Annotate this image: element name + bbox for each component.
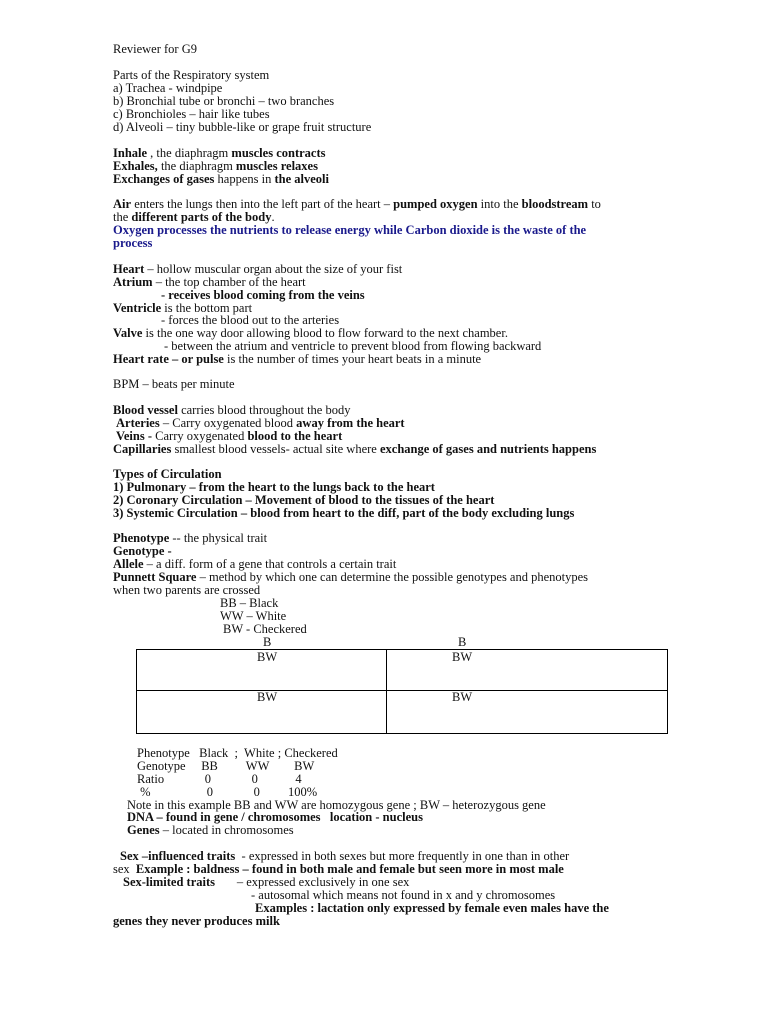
- punnett-cell: BW: [452, 650, 473, 664]
- respiratory-item: d) Alveoli – tiny bubble-like or grape fruit structure: [113, 120, 372, 134]
- punnett-cell: BW: [257, 690, 278, 704]
- ratio-row: Ratio 0 0 4: [137, 772, 302, 786]
- genes-note: Genes – located in chromosomes: [127, 823, 294, 837]
- respiratory-item: b) Bronchial tube or bronchi – two branches: [113, 94, 335, 108]
- exhale-line: Exhales, the diaphragm muscles relaxes: [113, 159, 318, 173]
- homozygous-note: Note in this example BB and WW are homozygous gene ; BW – heterozygous gene: [127, 798, 546, 812]
- ratio-row: Phenotype Black ; White ; Checkered: [137, 746, 338, 760]
- allele-def: Allele – a diff. form of a gene that controls a certain trait: [113, 557, 397, 571]
- punnett-cell: BW: [257, 650, 278, 664]
- key-item: WW – White: [220, 609, 287, 623]
- valve-sub: - between the atrium and ventricle to prevent blood from flowing backward: [164, 339, 542, 353]
- atrium-sub: - receives blood coming from the veins: [161, 288, 365, 302]
- exchange-line: Exchanges of gases happens in the alveoli: [113, 172, 329, 186]
- examples-line-2: genes they never produces milk: [113, 914, 280, 928]
- circulation-item: 1) Pulmonary – from the heart to the lungs back to the heart: [113, 480, 435, 494]
- bpm-def: BPM – beats per minute: [113, 377, 235, 391]
- valve-def: Valve is the one way door allowing blood to flow forward to the next chamber.: [113, 326, 508, 340]
- punnett-def: Punnett Square – method by which one can determine the possible genotypes and phenotypes: [113, 570, 589, 584]
- heart-def: Heart – hollow muscular organ about the size of your fist: [113, 262, 403, 276]
- ventricle-def: Ventricle is the bottom part: [113, 301, 253, 315]
- punnett-header: B: [263, 635, 272, 649]
- key-item: BB – Black: [220, 596, 279, 610]
- air-line: Air enters the lungs then into the left part of the heart – pumped oxygen into the bloodstream to: [113, 197, 601, 211]
- atrium-def: Atrium – the top chamber of the heart: [113, 275, 306, 289]
- air-line-2: the different parts of the body.: [113, 210, 275, 224]
- sex-limited-sub: - autosomal which means not found in x and y chromosomes: [251, 888, 556, 902]
- circulation-heading: Types of Circulation: [113, 467, 222, 481]
- veins-def: Veins - Carry oxygenated blood to the heart: [116, 429, 343, 443]
- genotype-def: Genotype -: [113, 544, 172, 558]
- arteries-def: Arteries – Carry oxygenated blood away from the heart: [116, 416, 405, 430]
- phenotype-def: Phenotype -- the physical trait: [113, 531, 268, 545]
- sex-influenced-example: sex Example : baldness – found in both male and female but seen more in most male: [113, 862, 564, 876]
- circulation-item: 3) Systemic Circulation – blood from heart to the diff, part of the body excluding lungs: [113, 506, 575, 520]
- circulation-item: 2) Coronary Circulation – Movement of blood to the tissues of the heart: [113, 493, 495, 507]
- punnett-cell: BW: [452, 690, 473, 704]
- blood-vessel-def: Blood vessel carries blood throughout the body: [113, 403, 351, 417]
- sex-influenced-line: Sex –influenced traits - expressed in both sexes but more frequently in one than in other: [120, 849, 570, 863]
- examples-line: Examples : lactation only expressed by female even males have the: [255, 901, 609, 915]
- punnett-divider: [386, 650, 387, 733]
- ratio-row: Genotype BB WW BW: [137, 759, 315, 773]
- punnett-square: [136, 649, 668, 734]
- oxygen-note-2: process: [113, 236, 153, 250]
- respiratory-heading: Parts of the Respiratory system: [113, 68, 270, 82]
- ventricle-sub: - forces the blood out to the arteries: [161, 313, 340, 327]
- punnett-divider: [137, 690, 667, 691]
- sex-limited-line: Sex-limited traits – expressed exclusively in one sex: [123, 875, 410, 889]
- punnett-def-2: when two parents are crossed: [113, 583, 261, 597]
- capillaries-def: Capillaries smallest blood vessels- actual site where exchange of gases and nutrients happens: [113, 442, 597, 456]
- key-item: BW - Checkered: [223, 622, 307, 636]
- heart-rate-def: Heart rate – or pulse is the number of times your heart beats in a minute: [113, 352, 482, 366]
- title: Reviewer for G9: [113, 42, 197, 56]
- respiratory-item: c) Bronchioles – hair like tubes: [113, 107, 270, 121]
- respiratory-item: a) Trachea - windpipe: [113, 81, 223, 95]
- inhale-line: Inhale , the diaphragm muscles contracts: [113, 146, 326, 160]
- dna-note: DNA – found in gene / chromosomes location - nucleus: [127, 810, 423, 824]
- oxygen-note: Oxygen processes the nutrients to release energy while Carbon dioxide is the waste of the: [113, 223, 587, 237]
- ratio-row: % 0 0 100%: [137, 785, 318, 799]
- punnett-header: B: [458, 635, 467, 649]
